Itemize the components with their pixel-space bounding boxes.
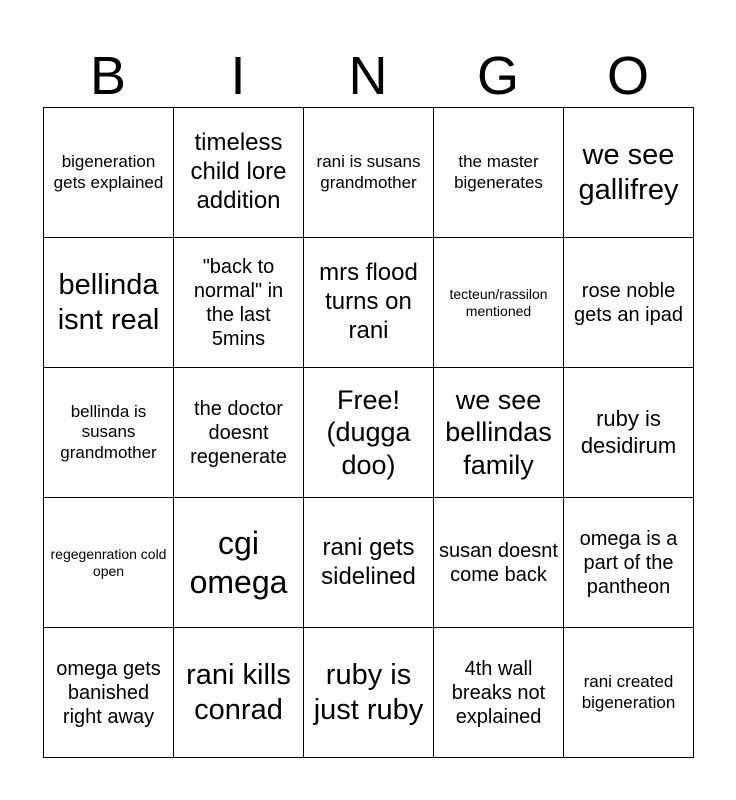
bingo-cell[interactable]: susan doesnt come back (434, 498, 564, 628)
board-row-4 (44, 498, 694, 628)
bingo-board (43, 107, 694, 758)
bingo-cell[interactable]: the doctor doesnt regenerate (174, 368, 304, 498)
bingo-header (43, 44, 693, 108)
board-row-3 (44, 368, 694, 498)
board-row-5 (44, 628, 694, 758)
bingo-cell[interactable]: regegenration cold open (44, 498, 174, 628)
bingo-cell[interactable]: 4th wall breaks not explained (434, 628, 564, 758)
header-letter-i: I (230, 46, 246, 106)
bingo-cell[interactable]: rani gets sidelined (304, 498, 434, 628)
header-letter-g: G (476, 46, 519, 106)
bingo-cell[interactable]: we see bellindas family (434, 368, 564, 498)
bingo-cell[interactable]: bigeneration gets explained (44, 108, 174, 238)
header-letter-o: O (606, 46, 649, 106)
bingo-cell[interactable]: rani created bigeneration (564, 628, 694, 758)
bingo-cell[interactable]: mrs flood turns on rani (304, 238, 434, 368)
header-letter-b: B (89, 46, 127, 106)
bingo-cell[interactable]: rose noble gets an ipad (564, 238, 694, 368)
bingo-cell[interactable]: rani is susans grandmother (304, 108, 434, 238)
board-row-1 (44, 108, 694, 238)
board-row-2 (44, 238, 694, 368)
bingo-cell[interactable]: rani kills conrad (174, 628, 304, 758)
bingo-cell[interactable]: ruby is just ruby (304, 628, 434, 758)
bingo-cell[interactable]: we see gallifrey (564, 108, 694, 238)
bingo-cell[interactable]: the master bigenerates (434, 108, 564, 238)
bingo-cell[interactable]: timeless child lore addition (174, 108, 304, 238)
free-space-cell[interactable]: Free! (dugga doo) (304, 368, 434, 498)
bingo-cell[interactable]: bellinda is susans grandmother (44, 368, 174, 498)
bingo-cell[interactable]: ruby is desidirum (564, 368, 694, 498)
bingo-cell[interactable]: omega is a part of the pantheon (564, 498, 694, 628)
bingo-cell[interactable]: tecteun/rassilon mentioned (434, 238, 564, 368)
bingo-cell[interactable]: "back to normal" in the last 5mins (174, 238, 304, 368)
bingo-cell[interactable]: omega gets banished right away (44, 628, 174, 758)
header-letter-n: N (348, 46, 388, 106)
bingo-cell[interactable]: cgi omega (174, 498, 304, 628)
bingo-cell[interactable]: bellinda isnt real (44, 238, 174, 368)
